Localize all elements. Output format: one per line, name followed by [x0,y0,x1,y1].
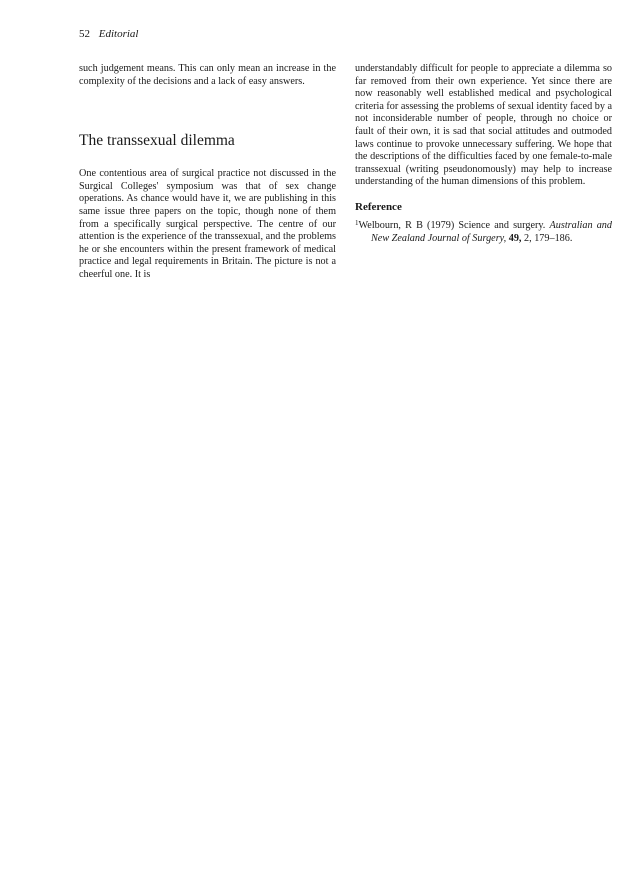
section-title: Editorial [98,28,139,40]
body-paragraph-right: understandably difficult for people to appreciate a dilemma so far removed from their own experience. Yet since there are now reasonably well established medical and psychological criteria for assessing the problems of sexual identity faced by a not inconsiderable number of people, through no choice or fault of their own, it is sad that social attitudes and outmoded laws continue to provoke unnecessary suffering. We hope that the descriptions of the difficulties faced by one female-to-male transsexual (writing pseudonomously) may help to increase understanding of the human dimensions of this problem. [355,63,612,188]
page-number: 52 [79,28,90,40]
article-heading: The transsexual dilemma [79,132,235,150]
left-column [79,63,336,282]
reference-number: 1 [355,218,359,227]
reference-entry [355,217,612,245]
reference-authors-title: Welbourn, R B (1979) Science and surgery. [358,219,546,231]
running-head [79,27,138,41]
body-paragraph-left: One contentious area of surgical practice not discussed in the Surgical Colleges' symposium was that of sex change operations. As chance would have it, we are publishing in this same issue three papers on the topic, though none of them from a specifically surgical perspective. The centre of our attention is the experience of the transsexual, and the problems he or she encounters within the present framework of medical practice and legal requirements in Britain. The picture is not a cheerful one. It is [79,168,336,280]
reference-pages: 2, 179–186. [524,232,573,244]
reference-journal: Australian and New Zealand Journal of Surgery, [371,219,612,244]
reference-heading: Reference [355,200,402,213]
reference-volume: 49, [508,232,522,244]
right-column [355,63,612,245]
intro-paragraph: such judgement means. This can only mean an increase in the complexity of the decisions and a lack of easy answers. [79,63,336,87]
